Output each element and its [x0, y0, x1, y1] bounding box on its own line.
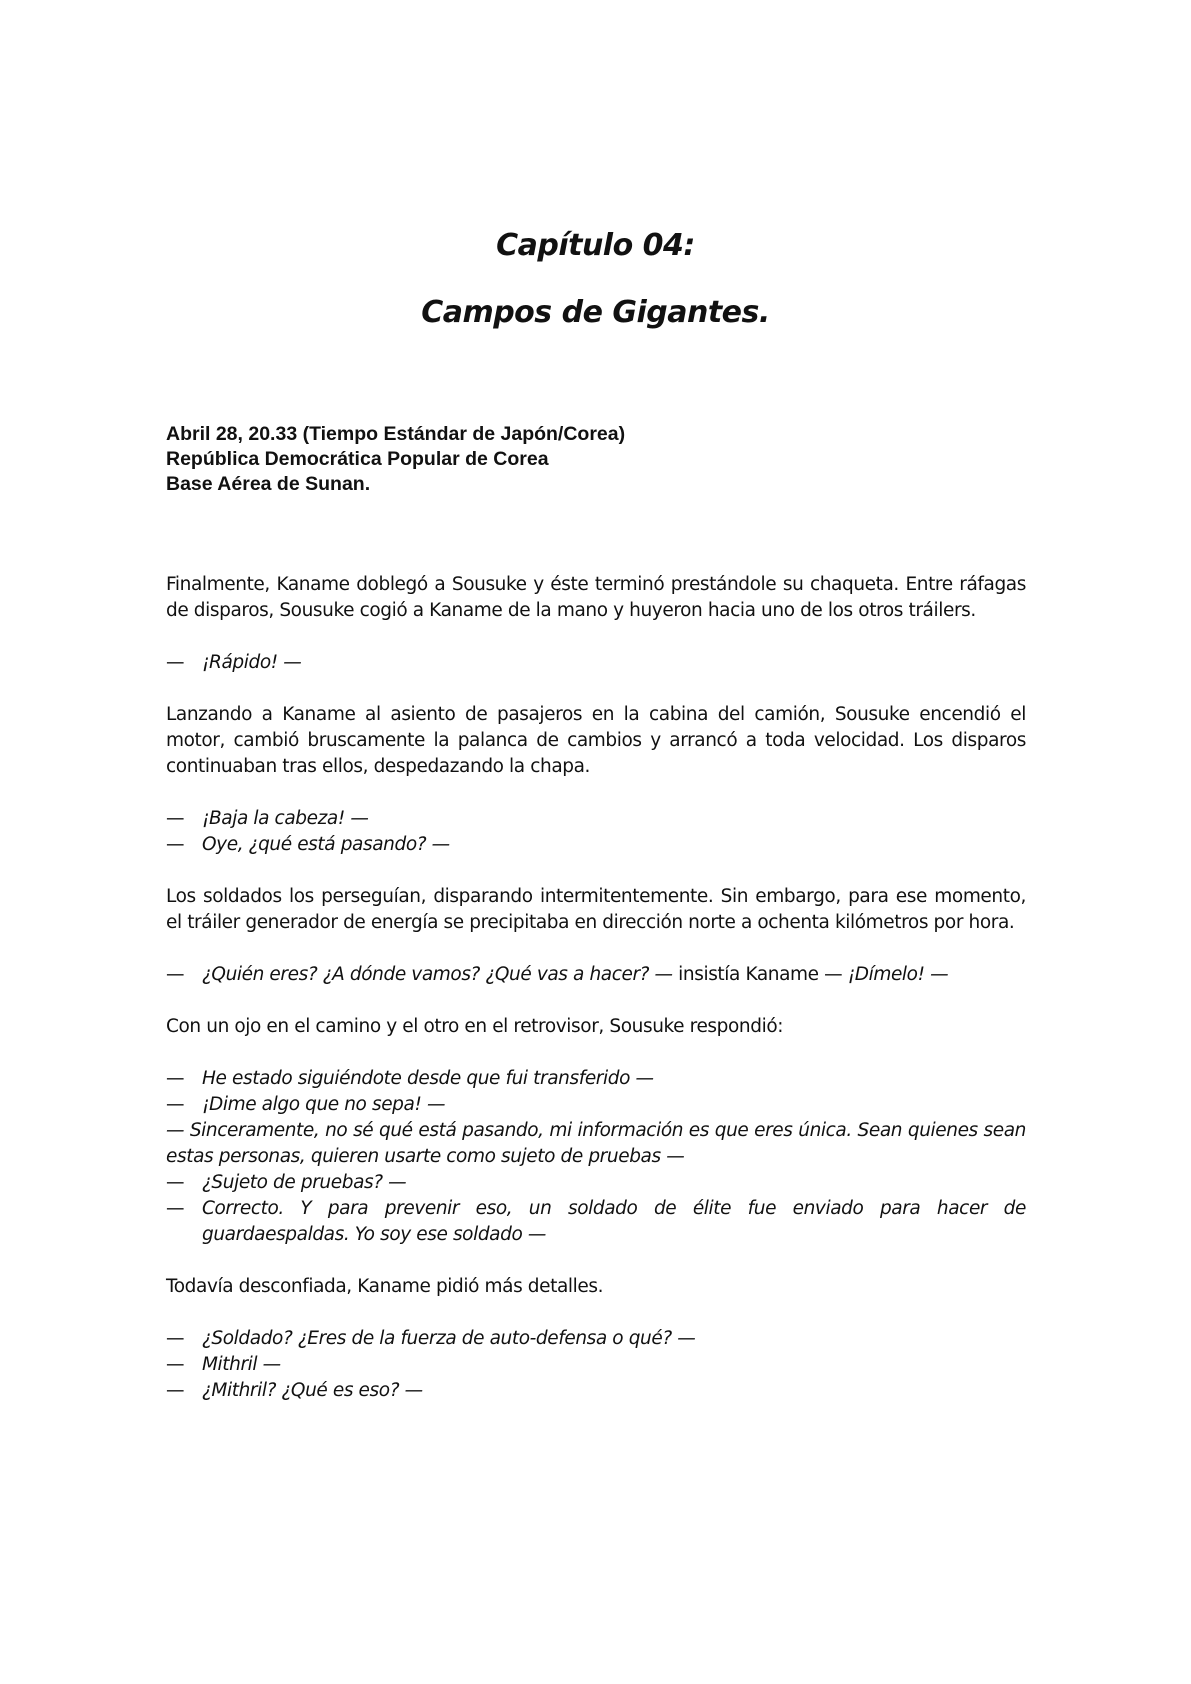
scene-header [166, 422, 625, 497]
dialogue-dash: — [166, 1172, 185, 1193]
dialogue-line [166, 1378, 1026, 1404]
dialogue-line [166, 1170, 1026, 1196]
dialogue-dash: — [166, 652, 185, 673]
paragraph: Finalmente, Kaname doblegó a Sousuke y éste terminó prestándole su chaqueta. Entre ráfagas de disparos, Sousuke cogió a Kaname de la mano y huyeron hacia uno de los otros tráilers. [166, 574, 1026, 621]
dialogue-line [166, 1352, 1026, 1378]
dialogue-block [166, 650, 1026, 676]
dialogue-line: — Sinceramente, no sé qué está pasando, mi información es que eres única. Sean quienes sean estas personas, quieren usarte como sujeto de pruebas — [166, 1120, 1026, 1167]
scene-location: Base Aérea de Sunan. [166, 473, 371, 495]
dialogue-line [166, 832, 1026, 858]
dialogue-line [166, 1196, 1026, 1248]
dialogue-text: ¿Sujeto de pruebas? — [202, 1172, 407, 1193]
dialogue-text: ¡Dímelo! — [847, 964, 949, 985]
dialogue-narration: insistía Kaname — [672, 964, 848, 985]
dialogue-text: ¡Rápido! — [202, 652, 302, 673]
dialogue-text: He estado siguiéndote desde que fui transferido — [202, 1068, 654, 1089]
dialogue-line [166, 806, 1026, 832]
dialogue-line [166, 1092, 1026, 1118]
scene-date: Abril 28, 20.33 (Tiempo Estándar de Japón/Corea) [166, 423, 626, 445]
dialogue-dash: — [166, 1068, 185, 1089]
dialogue-dash: — [166, 1198, 185, 1219]
dialogue-dash: — [166, 1380, 185, 1401]
scene-country: República Democrática Popular de Corea [166, 448, 549, 470]
chapter-name-title: Campos de Gigantes. [421, 295, 770, 330]
chapter-body [166, 572, 1026, 1430]
paragraph: Con un ojo en el camino y el otro en el retrovisor, Sousuke respondió: [166, 1016, 784, 1037]
paragraph: Lanzando a Kaname al asiento de pasajeros en la cabina del camión, Sousuke encendió el motor, cambió bruscamente la palanca de cambios y arrancó a toda velocidad. Los disparos continuaban tras ellos, despedazando la chapa. [166, 704, 1026, 777]
dialogue-line [166, 962, 1026, 988]
dialogue-text: ¡Baja la cabeza! — [202, 808, 369, 829]
dialogue-block [166, 806, 1026, 858]
dialogue-dash: — [166, 964, 185, 985]
dialogue-text: ¿Quién eres? ¿A dónde vamos? ¿Qué vas a hacer? — [202, 964, 673, 985]
paragraph: Todavía desconfiada, Kaname pidió más detalles. [166, 1276, 604, 1297]
dialogue-block [166, 1066, 1026, 1248]
dialogue-text: ¡Dime algo que no sepa! — [202, 1094, 446, 1115]
dialogue-dash: — [166, 808, 185, 829]
dialogue-text: Oye, ¿qué está pasando? — [202, 834, 450, 855]
dialogue-line [166, 650, 1026, 676]
dialogue-dash: — [166, 1354, 185, 1375]
dialogue-dash: — [166, 834, 185, 855]
dialogue-line [166, 1066, 1026, 1092]
dialogue-text: Correcto. Y para prevenir eso, un soldado de élite fue enviado para hacer de guardaespaldas. Yo soy ese soldado — [202, 1198, 1026, 1245]
dialogue-text: ¿Mithril? ¿Qué es eso? — [202, 1380, 423, 1401]
dialogue-dash: — [166, 1094, 185, 1115]
chapter-number-title: Capítulo 04: [496, 228, 695, 263]
dialogue-block [166, 1326, 1026, 1404]
dialogue-dash: — [166, 1328, 185, 1349]
dialogue-block [166, 962, 1026, 988]
dialogue-text: ¿Soldado? ¿Eres de la fuerza de auto-defensa o qué? — [202, 1328, 696, 1349]
dialogue-text: Mithril — [202, 1354, 281, 1375]
dialogue-line [166, 1326, 1026, 1352]
paragraph: Los soldados los perseguían, disparando intermitentemente. Sin embargo, para ese momento, el tráiler generador de energía se precipitaba en dirección norte a ochenta kilómetros por hora. [166, 886, 1026, 933]
